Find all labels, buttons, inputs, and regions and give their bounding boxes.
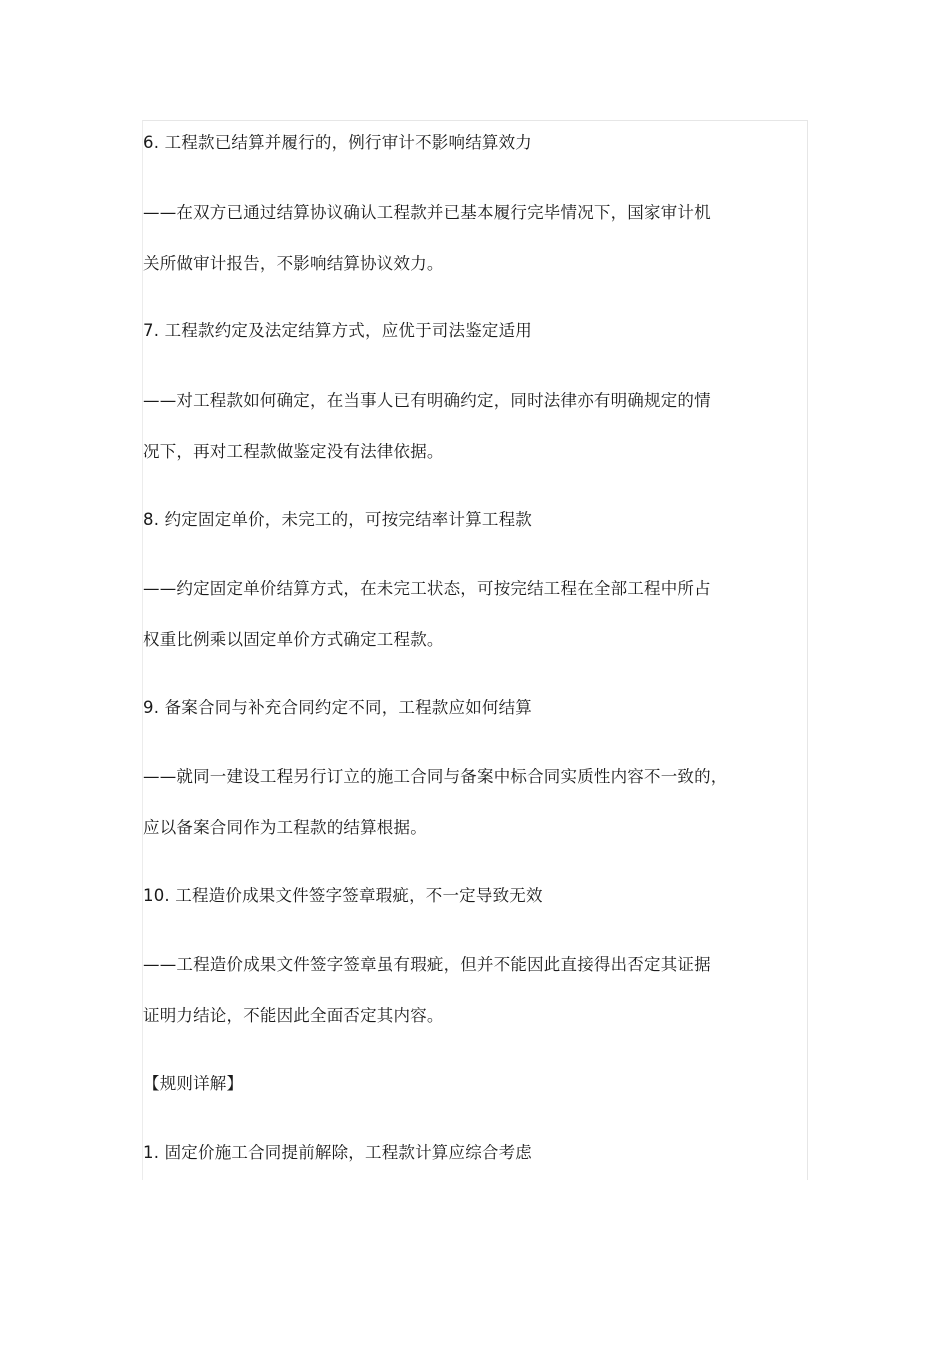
rule-7-explanation-line-2: 况下，再对工程款做鉴定没有法律依据。 [143,442,444,461]
rule-8-heading: 8. 约定固定单价，未完工的，可按完结率计算工程款 [143,510,532,529]
rule-6-heading: 6. 工程款已结算并履行的，例行审计不影响结算效力 [143,133,532,152]
section-heading-rule-details: 【规则详解】 [143,1074,244,1093]
rule-10-explanation-line-2: 证明力结论，不能因此全面否定其内容。 [143,1006,444,1025]
rule-7-heading: 7. 工程款约定及法定结算方式，应优于司法鉴定适用 [143,321,532,340]
detail-1-heading: 1. 固定价施工合同提前解除，工程款计算应综合考虑 [143,1143,532,1162]
rule-8-explanation-line-1: ——约定固定单价结算方式，在未完工状态，可按完结工程在全部工程中所占 [143,579,711,598]
rule-9-explanation-line-1: ——就同一建设工程另行订立的施工合同与备案中标合同实质性内容不一致的， [143,767,728,786]
rule-6-explanation-line-1: ——在双方已通过结算协议确认工程款并已基本履行完毕情况下，国家审计机 [143,203,711,222]
rule-8-explanation-line-2: 权重比例乘以固定单价方式确定工程款。 [143,630,444,649]
rule-10-heading: 10. 工程造价成果文件签字签章瑕疵，不一定导致无效 [143,886,543,905]
rule-9-heading: 9. 备案合同与补充合同约定不同，工程款应如何结算 [143,698,532,717]
rule-10-explanation-line-1: ——工程造价成果文件签字签章虽有瑕疵，但并不能因此直接得出否定其证据 [143,955,711,974]
rule-9-explanation-line-2: 应以备案合同作为工程款的结算根据。 [143,818,427,837]
rule-7-explanation-line-1: ——对工程款如何确定，在当事人已有明确约定，同时法律亦有明确规定的情 [143,391,711,410]
rule-6-explanation-line-2: 关所做审计报告，不影响结算协议效力。 [143,254,444,273]
